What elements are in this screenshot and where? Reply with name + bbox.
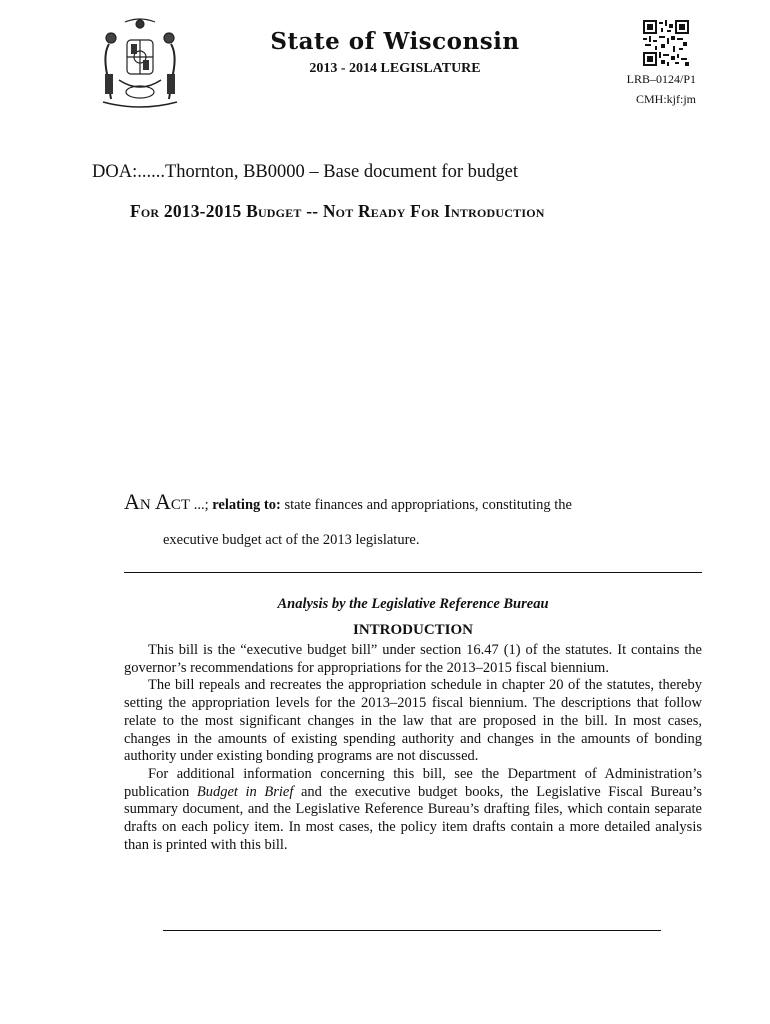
qr-code-icon	[643, 20, 689, 66]
paragraph-text: For additional information concerning this bill, see the Department of Administration’s publication	[124, 765, 702, 800]
state-title: State of Wisconsin	[270, 28, 520, 55]
act-prefix: An Act	[124, 489, 191, 514]
analysis-title: Analysis by the Legislative Reference Bureau	[277, 596, 549, 612]
legislature-session: 2013 - 2014 LEGISLATURE	[309, 61, 481, 76]
wisconsin-seal-icon	[95, 14, 185, 114]
act-relating-to: relating to:	[212, 497, 281, 513]
end-divider	[163, 930, 661, 931]
analysis-paragraph	[124, 766, 702, 855]
analysis-body	[124, 642, 702, 854]
paragraph-text: and the executive budget books, the Legislative Fiscal Bureau’s summary document, and the Legislative Reference Bureau’s drafting files, which contain separate drafts on each policy item. In most cases, the policy item drafts contain a more detailed analysis than is printed with this bill.	[124, 783, 703, 853]
act-title	[124, 489, 702, 515]
act-continuation: executive budget act of the 2013 legislature.	[163, 532, 420, 548]
analysis-paragraph: The bill repeals and recreates the appropriation schedule in chapter 20 of the statutes, thereby setting the appropriation levels for the 2013–2015 fiscal biennium. The descriptions that follow relate to the most significant changes in the law that are proposed in the bill. In most cases, changes in the amounts of existing spending authority and changes in the amounts of bonding authority under existing bonding programs are not discussed.	[124, 677, 702, 765]
section-divider	[124, 572, 702, 573]
act-ellipsis: ...;	[190, 497, 213, 513]
lrb-number: LRB–0124/P1	[626, 72, 696, 86]
introduction-heading: INTRODUCTION	[352, 622, 473, 638]
doa-line: DOA:......Thornton, BB0000 – Base document for budget	[92, 162, 518, 182]
analysis-paragraph: This bill is the “executive budget bill” under section 16.47 (1) of the statutes. It contains the governor’s recommendations for appropriations for the 2013–2015 fiscal biennium.	[124, 642, 702, 676]
budget-status-line: For 2013-2015 Budget -- Not Ready For Introduction	[130, 201, 545, 221]
act-text: state finances and appropriations, constituting the	[280, 497, 572, 513]
drafter-initials: CMH:kjf:jm	[635, 92, 696, 106]
publication-title: Budget in Brief	[196, 783, 294, 800]
